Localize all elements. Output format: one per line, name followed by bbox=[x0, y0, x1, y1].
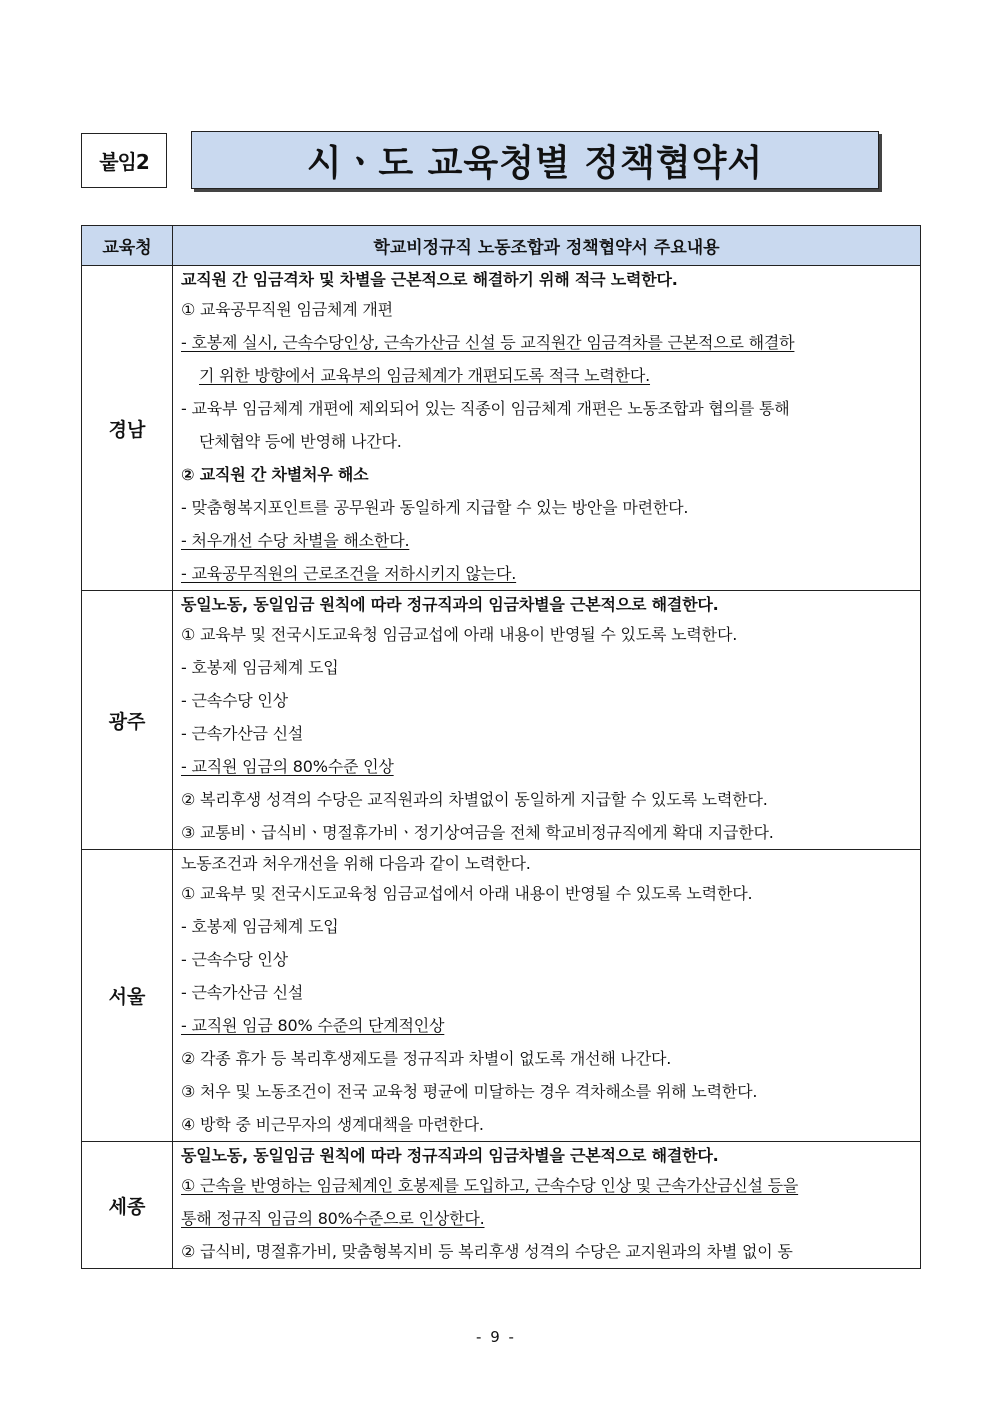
content-line: 단체협약 등에 반영해 나간다. bbox=[199, 432, 402, 451]
content-line: ① 교육공무직원 임금체계 개편 bbox=[181, 300, 393, 319]
content-line: ① 교육부 및 전국시도교육청 임금교섭에 아래 내용이 반영될 수 있도록 노력한다. bbox=[181, 625, 738, 644]
content-line: 노동조건과 처우개선을 위해 다음과 같이 노력한다. bbox=[181, 854, 531, 873]
content-line: - 근속가산금 신설 bbox=[181, 724, 304, 743]
content-line: ② 각종 휴가 등 복리후생제도를 정규직과 차별이 없도록 개선해 나간다. bbox=[181, 1049, 672, 1068]
content-line: - 교육부 임금체계 개편에 제외되어 있는 직종이 임금체계 개편은 노동조합과 협의를 통해 bbox=[181, 399, 790, 418]
region-cell: 서울 bbox=[82, 850, 173, 1142]
content-line: ① 교육부 및 전국시도교육청 임금교섭에서 아래 내용이 반영될 수 있도록 노력한다. bbox=[181, 884, 753, 903]
content-text: - 처우개선 수당 차별을 해소한다. bbox=[181, 531, 410, 550]
content-line bbox=[181, 524, 911, 557]
content-text: 기 위한 방향에서 교육부의 임금체계가 개편되도록 적극 노력한다. bbox=[199, 366, 651, 385]
column-header-content: 학교비정규직 노동조합과 정책협약서 주요내용 bbox=[173, 226, 921, 266]
content-line bbox=[181, 359, 911, 392]
content-text: - 교직원 임금의 80%수준 인상 bbox=[181, 757, 394, 776]
content-line bbox=[181, 1202, 911, 1235]
content-line: ② 급식비, 명절휴가비, 맞춤형복지비 등 복리후생 성격의 수당은 교지원과의 차별 없이 동 bbox=[181, 1242, 793, 1261]
content-line: ③ 교통비ㆍ급식비ㆍ명절휴가비ㆍ정기상여금을 전체 학교비정규직에게 확대 지급한다. bbox=[181, 823, 774, 842]
region-cell: 세종 bbox=[82, 1142, 173, 1269]
content-cell bbox=[173, 591, 921, 850]
region-cell: 경남 bbox=[82, 266, 173, 591]
table-row bbox=[82, 1142, 921, 1269]
table-row bbox=[82, 266, 921, 591]
content-text: 통해 정규직 임금의 80%수준으로 인상한다. bbox=[181, 1209, 485, 1228]
content-text: - 교육공무직원의 근로조건을 저하시키지 않는다. bbox=[181, 564, 517, 583]
content-line: - 호봉제 임금체계 도입 bbox=[181, 658, 339, 677]
content-text: - 교직원 임금 80% 수준의 단계적인상 bbox=[181, 1016, 445, 1035]
document-title: 시ㆍ도 교육청별 정책협약서 bbox=[191, 131, 879, 189]
content-line: 교직원 간 임금격차 및 차별을 근본적으로 해결하기 위해 적극 노력한다. bbox=[181, 270, 678, 289]
content-line: - 근속수당 인상 bbox=[181, 950, 288, 969]
content-line: - 근속수당 인상 bbox=[181, 691, 288, 710]
content-line: ① 근속을 반영하는 임금체계인 호봉제를 도입하고, 근속수당 인상 및 근속가산금신설 등을 bbox=[181, 1176, 799, 1195]
content-line: ④ 방학 중 비근무자의 생계대책을 마련한다. bbox=[181, 1115, 484, 1134]
content-line bbox=[181, 1009, 911, 1042]
content-line bbox=[181, 557, 911, 590]
content-line: - 호봉제 임금체계 도입 bbox=[181, 917, 339, 936]
content-line: 동일노동, 동일임금 원칙에 따라 정규직과의 임금차별을 근본적으로 해결한다. bbox=[181, 1146, 719, 1165]
content-line: - 근속가산금 신설 bbox=[181, 983, 304, 1002]
content-line: - 맞춤형복지포인트를 공무원과 동일하게 지급할 수 있는 방안을 마련한다. bbox=[181, 498, 689, 517]
page-number: - 9 - bbox=[476, 1328, 516, 1346]
column-header-office: 교육청 bbox=[82, 226, 173, 266]
content-cell bbox=[173, 1142, 921, 1269]
content-line: ③ 처우 및 노동조건이 전국 교육청 평균에 미달하는 경우 격차해소를 위해 노력한다. bbox=[181, 1082, 758, 1101]
table-row bbox=[82, 591, 921, 850]
content-cell bbox=[173, 850, 921, 1142]
region-cell: 광주 bbox=[82, 591, 173, 850]
table-header-row bbox=[82, 226, 921, 266]
attachment-tag: 붙임2 bbox=[81, 133, 167, 188]
content-line: 동일노동, 동일임금 원칙에 따라 정규직과의 임금차별을 근본적으로 해결한다. bbox=[181, 595, 719, 614]
content-line: ② 교직원 간 차별처우 해소 bbox=[181, 465, 369, 484]
content-line: - 호봉제 실시, 근속수당인상, 근속가산금 신설 등 교직원간 임금격차를 근본적으로 해결하 bbox=[181, 333, 795, 352]
content-cell bbox=[173, 266, 921, 591]
content-line bbox=[181, 750, 911, 783]
policy-agreement-table bbox=[81, 225, 921, 1269]
content-line: ② 복리후생 성격의 수당은 교직원과의 차별없이 동일하게 지급할 수 있도록 노력한다. bbox=[181, 790, 768, 809]
table-row bbox=[82, 850, 921, 1142]
